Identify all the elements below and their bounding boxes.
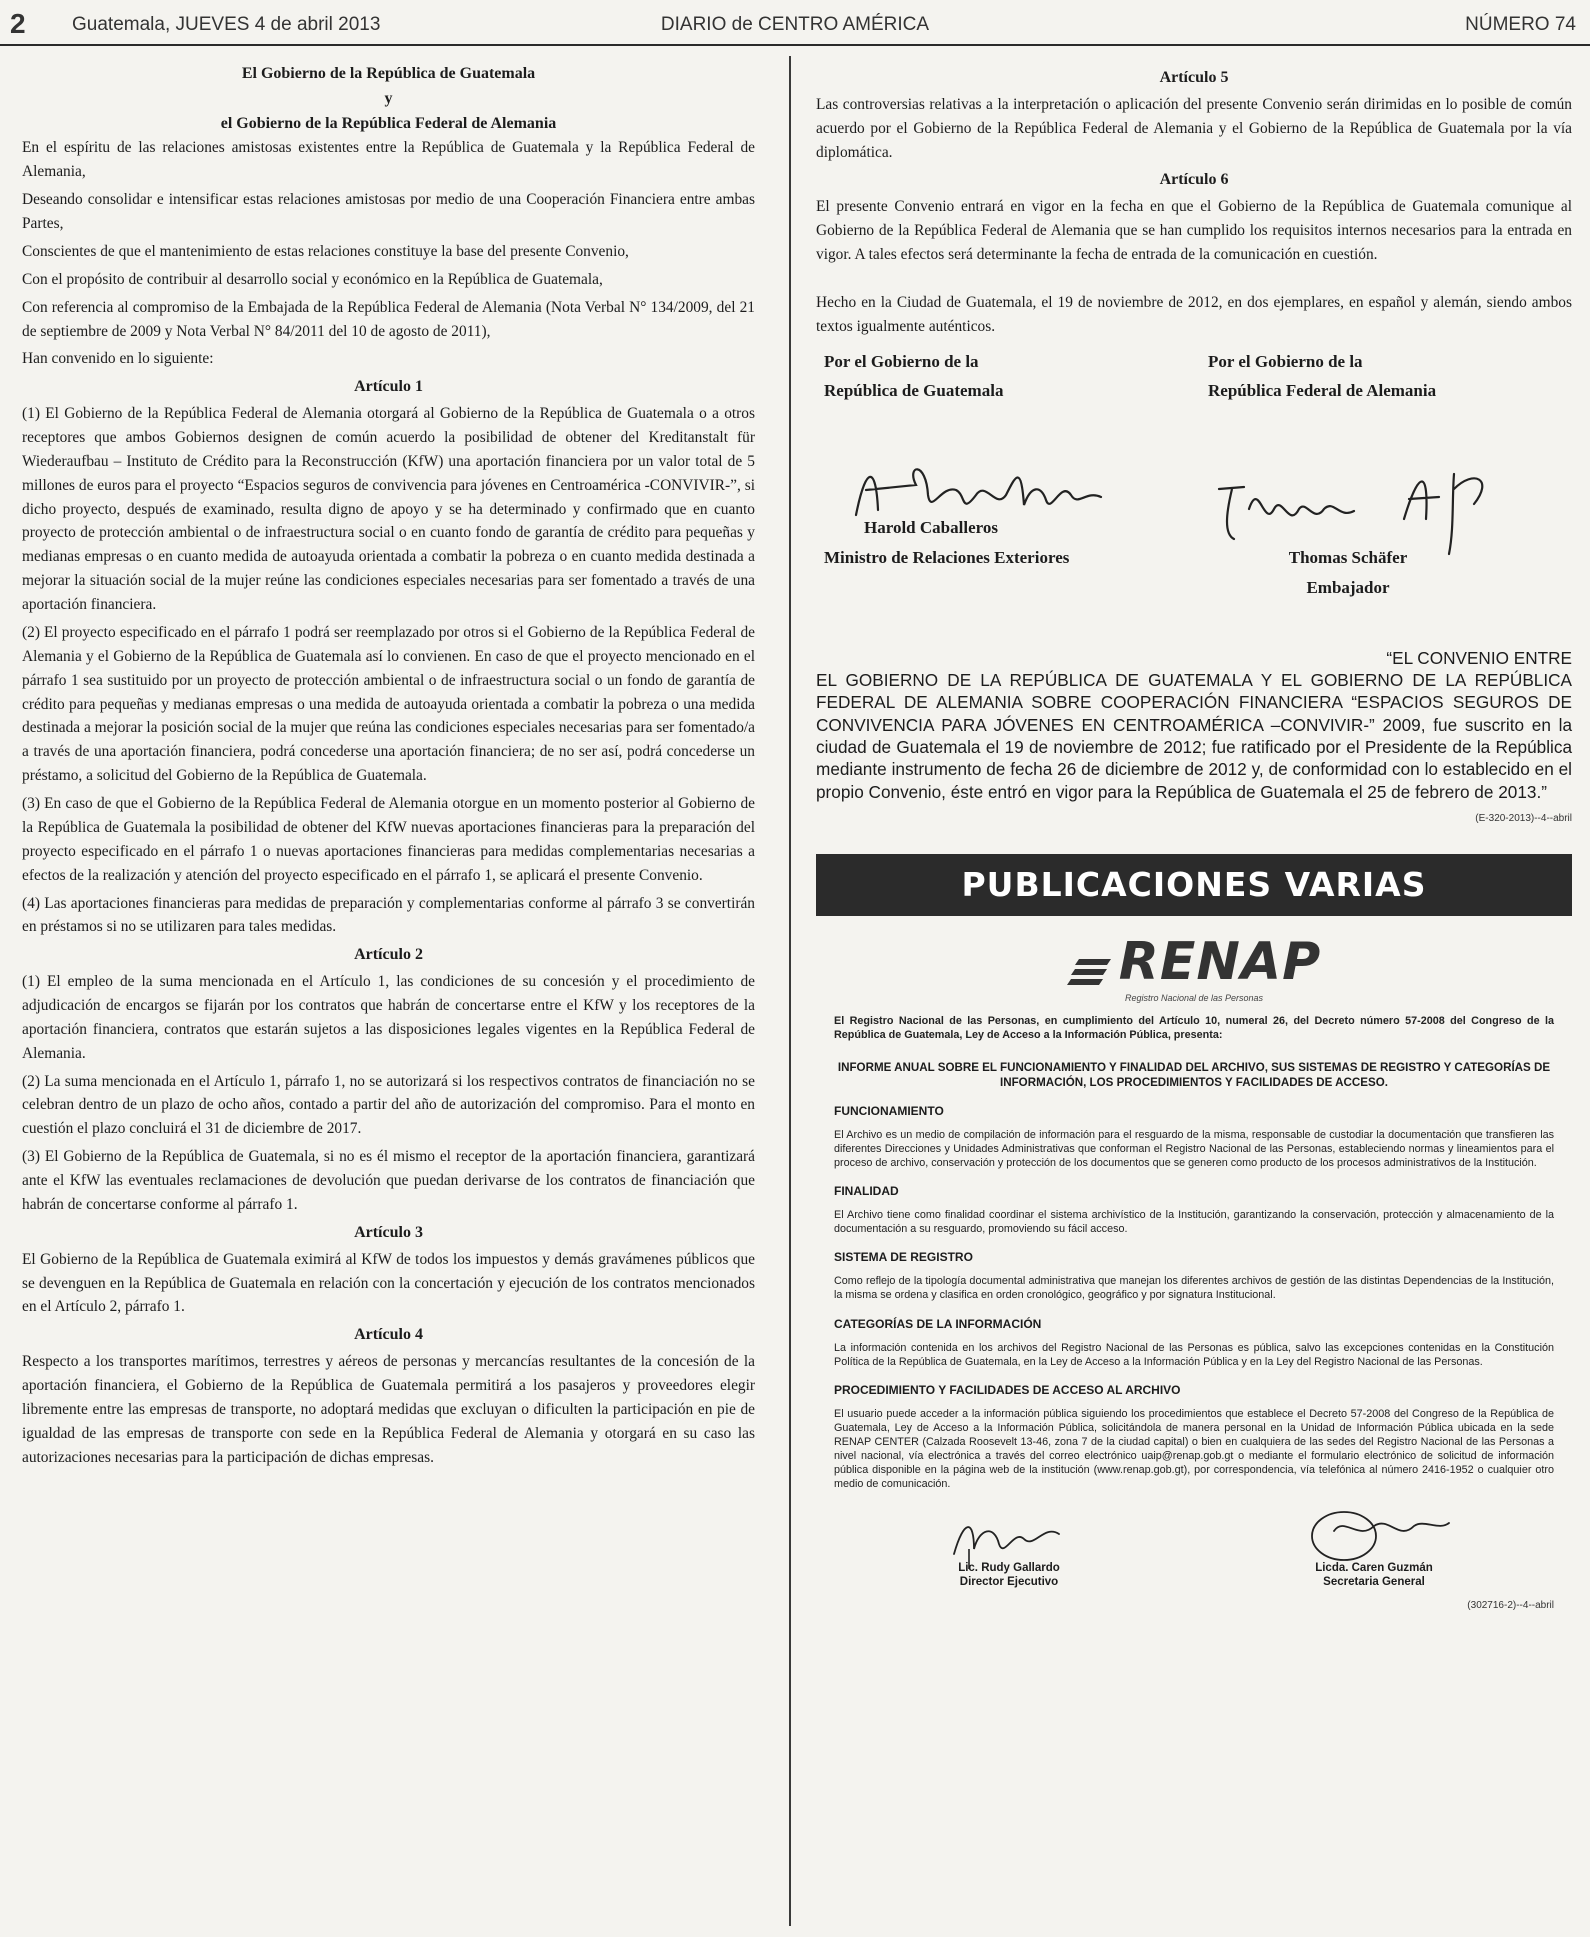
article-6-text: El presente Convenio entrará en vigor en la fecha en que el Gobierno de la República de Guatemala comunique al Gobierno de la República Federal de Alemania que se han cumplido los requisitos internos necesarios para la entrada en vigor. A tales efectos será determinante la fecha de entrada de la comunicación en cuestión. [816,198,1572,263]
masthead [0,0,1590,46]
article-2-heading: Artículo 2 [354,946,423,964]
notice-code: (302716-2)--4--abril [1467,1599,1554,1611]
signatory-line-2: República Federal de Alemania [1208,381,1437,401]
renap-logo [816,932,1572,1004]
article-3-heading: Artículo 3 [354,1223,423,1241]
signature-guzman [1304,1501,1454,1567]
section-heading: PROCEDIMIENTO Y FACILIDADES DE ACCESO AL ARCHIVO [834,1382,1181,1397]
signer-role: Secretaria General [1323,1576,1425,1589]
page-number: 2 [10,8,26,39]
section-text: El Archivo tiene como finalidad coordinar el sistema archivístico de la Institución, garantizando la conservación, protección y almacenamiento de la documentación a su resguardo, promoviendo su fácil acceso. [834,1209,1554,1236]
signatory-line-1: Por el Gobierno de la [1208,351,1363,371]
preamble-paragraph: Han convenido en lo siguiente: [22,350,214,368]
article-1-paragraph: (3) En caso de que el Gobierno de la República Federal de Alemania otorgue en un momento posterior al Gobierno de la República de Guatemala la posibilidad de obtener del KfW nuevas aportaciones financieras para la preparación del proyecto especificado en el párrafo 1 o nuevas aportaciones financieras para medidas complementarias necesarias a efectos de la realización y atención del proyecto especificado en el párrafo 1, se aplicará el presente Convenio. [22,795,755,884]
renap-logo-tagline: Registro Nacional de las Personas [1124,993,1264,1004]
signatory-line-1: Por el Gobierno de la [824,351,979,371]
signatory-guatemala-name [824,513,1154,574]
signer-role: Director Ejecutivo [959,1576,1059,1589]
renap-signatures [834,1501,1554,1611]
section-text: Como reflejo de la tipología documental administrativa que manejan los diferentes archivos de gestión de las distintas Dependencias de la Institución, la misma se ordena y clasifica en orden cronológico, geográfico y por signatura Institucional. [834,1275,1554,1302]
renap-logo-word: RENAP [1118,932,1322,993]
article-5-heading: Artículo 5 [1159,69,1229,86]
article-1-paragraph: (2) El proyecto especificado en el párrafo 1 podrá ser reemplazado por otros si el Gobierno de la República Federal de Alemania y el Gobierno de la República de Guatemala así lo convienen. En caso de que el proyecto mencionado en el párrafo 1 sea sustituido por un proyecto de protección ambiental o de infraestructura social o un fondo de garantía de crédito para pequeñas y medianas empresas o una medida de autoayuda orientada a combatir la pobreza o una medida destinada a mejorar la posición social de la mujer que reúna las condiciones especiales necesarias para ser fomentado/a a través de una aportación financiera, podrá concederse una aportación financiera; de no ser así, podrá concederse un préstamo, a solicitud del Gobierno de la República de Guatemala. [22,623,755,785]
signatory-role: Embajador [1306,578,1390,598]
signatory-name: Thomas Schäfer [1288,547,1408,567]
newspaper-name: DIARIO de CENTRO AMÉRICA [660,14,930,35]
section-heading: CATEGORÍAS DE LA INFORMACIÓN [834,1316,1042,1331]
article-2-paragraph: (3) El Gobierno de la República de Guatemala, si no es él mismo el receptor de la aportación financiera, garantizará ante el KfW las eventuales reclamaciones de devolución que puedan derivarse de los contratos de financiación que habrán de concertarse conforme al párrafo 1. [22,1148,755,1213]
section-text: El usuario puede acceder a la información pública siguiendo los procedimientos que establece el Decreto 57-2008 del Congreso de la República de Guatemala, Ley de Acceso a la Información Pública, solicitándola de manera personal en la Unidad de Información Pública ubicada en la sede RENAP CENTER (Calzada Roosevelt 13-46, zona 7 de la ciudad capital) o bien en cualquiera de las sedes del Registro Nacional de las Personas a nivel nacional, vía electrónica a través del correo electrónico uaip@renap.gob.gt o mediante el formulario electrónico de solicitud de información pública disponible en la página web de la institución (www.renap.gob.gt), por correspondencia, vía telefónica al número 2416-1952 o cualquier otro medio de comunicación. [834,1407,1554,1490]
renap-report-title: INFORME ANUAL SOBRE EL FUNCIONAMIENTO Y FINALIDAD DEL ARCHIVO, SUS SISTEMAS DE REGISTRO Y CATEGORÍAS DE INFORMACIÓN, LOS PROCEDIMIENTOS Y FACILIDADES DE ACCESO. [837,1061,1551,1090]
article-4-heading: Artículo 4 [354,1326,423,1344]
section-heading: FINALIDAD [834,1184,899,1199]
renap-signer-1 [924,1561,1094,1590]
signing-statement: Hecho en la Ciudad de Guatemala, el 19 de noviembre de 2012, en dos ejemplares, en español y alemán, siendo ambos textos igualmente auténticos. [816,293,1572,335]
preamble-paragraph: En el espíritu de las relaciones amistosas existentes entre la República de Guatemala y la República Federal de Alemania, [22,139,755,181]
renap-report [816,1014,1572,1611]
signer-name: Licda. Caren Guzmán [1315,1561,1433,1574]
article-2-paragraph: (2) La suma mencionada en el Artículo 1, párrafo 1, no se autorizará si los respectivos contratos de financiación no se celebran dentro de un plazo de ocho años, contado a partir del año de autorización del compromiso. Para el monto en cuestión el plazo concluirá el 31 de diciembre de 2017. [22,1072,755,1138]
section-heading: FUNCIONAMIENTO [834,1104,944,1119]
signatory-guatemala [824,347,1154,407]
section-heading: SISTEMA DE REGISTRO [834,1250,973,1265]
signatory-line-2: República de Guatemala [824,381,1004,401]
article-6-heading: Artículo 6 [1159,171,1229,189]
section-text: La información contenida en los archivos del Registro Nacional de las Personas es pública, salvo las excepciones contenidas en la Constitución Política de la República de Guatemala, en la Ley de Acceso a la Información Pública y en la Ley del Registro Nacional de las Personas. [834,1341,1554,1368]
article-1-paragraph: (4) Las aportaciones financieras para medidas de preparación y complementarias conforme al párrafo 3 se convertirán en préstamos si no se utilizaren para tales medidas. [22,894,755,936]
right-column [816,62,1572,1611]
preamble-paragraph: Conscientes de que el mantenimiento de estas relaciones constituye la base del presente Convenio, [22,242,629,260]
convenio-notice-text: EL GOBIERNO DE LA REPÚBLICA DE GUATEMALA Y EL GOBIERNO DE LA REPÚBLICA FEDERAL DE ALEMANIA SOBRE COOPERACIÓN FINANCIERA “ESPACIOS SEGUROS DE CONVIVENCIA PARA JÓVENES EN CENTROAMÉRICA –CONVIVIR-” 2009, fue suscrito en la ciudad de Guatemala el 19 de noviembre de 2012; fue ratificado por el Presidente de la República mediante instrumento de fecha 26 de diciembre de 2012 y, de conformidad con lo establecido en el propio Convenio, éste entró en vigor para la República de Guatemala el 25 de febrero de 2013.” [816,669,1572,802]
issue-date: Guatemala, JUEVES 4 de abril 2013 [72,14,381,35]
signatory-germany-name [1208,543,1488,604]
preamble-paragraph: Deseando consolidar e intensificar estas relaciones amistosas por medio de una Cooperación Financiera entre ambas Partes, [22,191,755,233]
signer-name: Lic. Rudy Gallardo [958,1561,1060,1574]
left-column [22,62,755,1469]
issue-number: NÚMERO 74 [1465,14,1576,35]
article-4-text: Respecto a los transportes marítimos, terrestres y aéreos de personas y mercancías resultantes de la concesión de la aportación financiera, el Gobierno de la República de Guatemala permitirá a los pasajeros y proveedores elegir libremente entre las empresas de transporte, no adoptará medidas que excluyan o dificulten la participación en pie de igualdad de las empresas de transporte con sede en la República Federal de Alemania y otorgará en su caso las autorizaciones necesarias para la participación de dichas empresas. [22,1353,755,1466]
section-text: El Archivo es un medio de compilación de información para el resguardo de la misma, responsable de custodiar la documentación que transfieren las diferentes Direcciones y Unidades Administrativas que conforman el Registro Nacional de las Personas, estableciendo normas y lineamientos para el proceso de archivo, conservación y protección de los documentos que se generen como producto de los procesos administrativos de la Institución. [834,1129,1554,1170]
article-5-text: Las controversias relativas a la interpretación o aplicación del presente Convenio serán dirimidas en lo posible de común acuerdo por el Gobierno de la República Federal de Alemania y el Gobierno de la República de Guatemala por la vía diplomática. [816,95,1572,161]
title-line-2: y [384,89,393,107]
signatory-germany [1208,347,1538,407]
renap-intro: El Registro Nacional de las Personas, en cumplimiento del Artículo 10, numeral 26, del Decreto número 57-2008 del Congreso de la República de Guatemala, Ley de Acceso a la Información Pública, presenta: [834,1015,1554,1042]
article-1-paragraph: (1) El Gobierno de la República Federal de Alemania otorgará al Gobierno de la República de Guatemala o a otros receptores que ambos Gobiernos designen de común acuerdo la posibilidad de obtener del Kreditanstalt für Wiederaufbau – Instituto de Crédito para la Reconstrucción (KfW) una aportación financiera por un valor total de 5 millones de euros para el proyecto “Espacios seguros de convivencia para jóvenes en Centroamérica -CONVIVIR-”, si dicho proyecto, después de examinado, resulta digno de apoyo y se ha determinado y confirmado que en cuanto proyecto de protección ambiental o de infraestructura social o en cuanto fondo de garantía de crédito para pequeñas y medianas empresas o en cuanto medida de autoayuda orientada a combatir la pobreza o en cuanto medida destinada a mejorar la situación social de la mujer reúne las condiciones especiales necesarias para ser fomentado a través de una aportación financiera. [22,405,755,614]
title-line-3: el Gobierno de la República Federal de Alemania [220,114,557,132]
convenio-notice [816,647,1572,804]
signatory-name: Harold Caballeros [864,517,998,537]
renap-signer-2 [1284,1561,1464,1590]
article-3-text: El Gobierno de la República de Guatemala eximirá al KfW de todos los impuestos y demás gravámenes públicos que se devenguen en la República de Guatemala en relación con la concertación y ejecución de los contratos mencionados en el Artículo 2, párrafo 1. [22,1250,755,1316]
section-banner: PUBLICACIONES VARIAS [816,854,1572,916]
signature-gallardo [944,1509,1074,1569]
column-divider [789,56,791,1926]
title-line-1: El Gobierno de la República de Guatemala [241,65,536,82]
signatory-role: Ministro de Relaciones Exteriores [824,548,1070,568]
article-2-paragraph: (1) El empleo de la suma mencionada en el Artículo 1, las condiciones de su concesión y el procedimiento de adjudicación de encargos se fijarán por los contratos que habrán de concertarse entre el KfW y los receptores de la aportación financiera, contratos que estarán sujetos a las disposiciones legales vigentes en la República Federal de Alemania. [22,973,755,1062]
signature-block [816,347,1572,637]
article-1-heading: Artículo 1 [354,378,423,396]
preamble-paragraph: Con el propósito de contribuir al desarrollo social y económico en la República de Guatemala, [22,270,603,288]
preamble-paragraph: Con referencia al compromiso de la Embajada de la República Federal de Alemania (Nota Verbal N° 134/2009, del 21 de septiembre de 2009 y Nota Verbal N° 84/2011 del 10 de agosto de 2011), [22,298,755,340]
renap-logo-icon [1067,955,1113,995]
agreement-title [22,62,755,136]
convenio-notice-opening: “EL CONVENIO ENTRE [1386,647,1572,668]
notice-code: (E-320-2013)--4--abril [1475,813,1572,825]
